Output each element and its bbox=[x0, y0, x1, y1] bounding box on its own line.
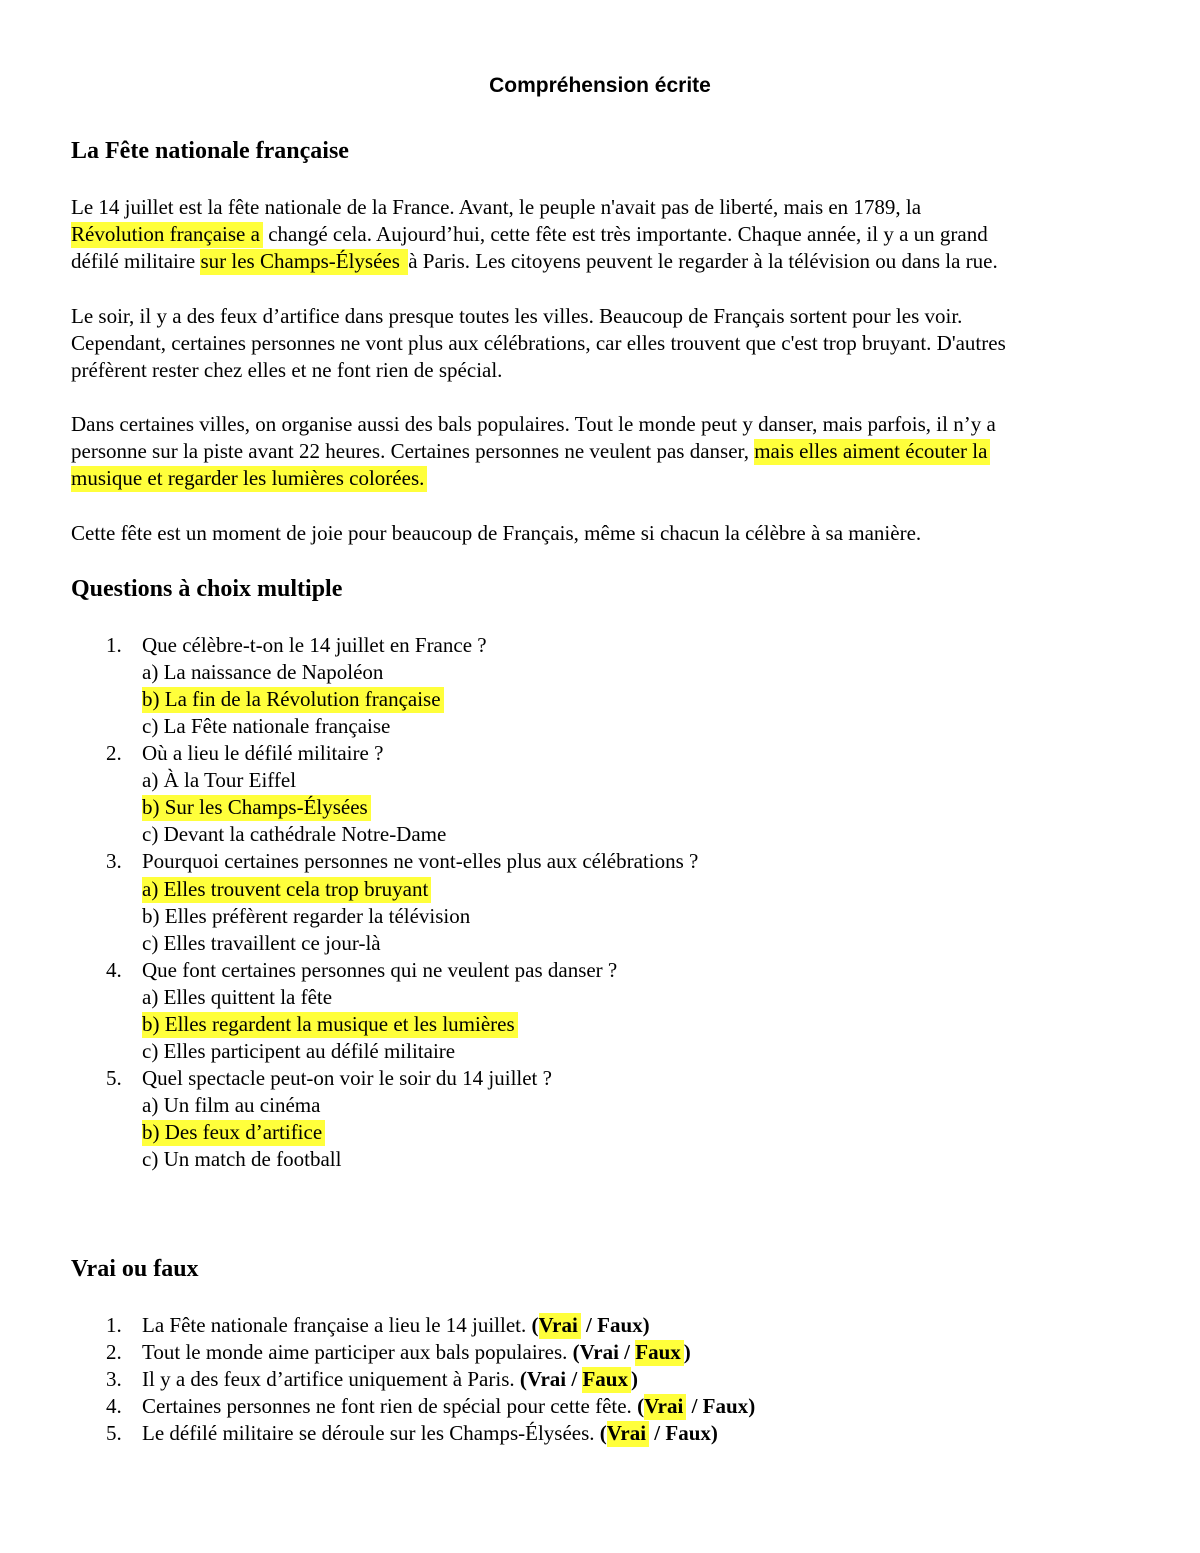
highlight-lumieres: musique et regarder les lumières colorées. bbox=[71, 466, 427, 492]
mcq-5-option-b bbox=[142, 1120, 325, 1145]
tf-statement bbox=[142, 1394, 755, 1419]
mcq-1-option-b bbox=[142, 687, 444, 712]
mcq-3-option-c: c) Elles travaillent ce jour-là bbox=[142, 931, 381, 955]
tf-statement-text: Il y a des feux d’artifice uniquement à Paris. bbox=[142, 1367, 520, 1391]
mcq-1-option-a: a) La naissance de Napoléon bbox=[142, 660, 384, 684]
mcq-2-option-a: a) À la Tour Eiffel bbox=[142, 768, 297, 792]
paragraph-3-line-2 bbox=[71, 438, 1131, 465]
tf-faux-highlight: Faux bbox=[635, 1340, 684, 1366]
paragraph-2-line-3: préfèrent rester chez elles et ne font rien de spécial. bbox=[71, 358, 503, 382]
mcq-question-text: Pourquoi certaines personnes ne vont-elles plus aux célébrations ? bbox=[142, 849, 699, 873]
tf-close-paren: ) bbox=[683, 1340, 691, 1364]
tf-close-paren: ) bbox=[710, 1421, 718, 1445]
tf-faux: Faux bbox=[702, 1394, 749, 1418]
tf-close-paren: ) bbox=[642, 1313, 650, 1337]
tf-close-paren: ) bbox=[631, 1367, 638, 1391]
paragraph-2-line-2: Cependant, certaines personnes ne vont plus aux célébrations, car elles trouvent que c'est trop bruyant. D'autres bbox=[71, 331, 1006, 355]
tf-open-paren: ( bbox=[531, 1313, 539, 1337]
mcq-question-text: Quel spectacle peut-on voir le soir du 14 juillet ? bbox=[142, 1066, 552, 1090]
tf-statement bbox=[142, 1421, 718, 1446]
tf-open-paren: ( bbox=[519, 1367, 527, 1391]
tf-vrai: Vrai bbox=[526, 1367, 567, 1391]
highlight-revolution: Révolution française a bbox=[71, 222, 263, 248]
mcq-number: 3. bbox=[106, 849, 122, 873]
paragraph-1-line-3 bbox=[71, 248, 1131, 275]
tf-open-paren: ( bbox=[599, 1421, 607, 1445]
tf-open-paren: ( bbox=[572, 1340, 580, 1364]
tf-faux: Faux bbox=[665, 1421, 711, 1445]
tf-number: 1. bbox=[106, 1313, 122, 1337]
tf-statement-text: Tout le monde aime participer aux bals populaires. bbox=[142, 1340, 573, 1364]
tf-vrai-highlight: Vrai bbox=[539, 1313, 581, 1339]
tf-vrai: Vrai bbox=[579, 1340, 619, 1364]
paragraph-3 bbox=[71, 411, 1131, 492]
section-heading-mcq: Questions à choix multiple bbox=[71, 576, 343, 602]
mcq-number: 5. bbox=[106, 1066, 122, 1090]
paragraph-1-line-1: Le 14 juillet est la fête nationale de la France. Avant, le peuple n'avait pas de liberté, mais en 1789, la bbox=[71, 195, 922, 219]
paragraph-1-line-2 bbox=[71, 221, 1131, 248]
tf-statement-text: Le défilé militaire se déroule sur les Champs-Élysées. bbox=[142, 1421, 600, 1445]
section-heading-fete: La Fête nationale française bbox=[71, 138, 349, 164]
paragraph-1-line-3-end: à Paris. Les citoyens peuvent le regarder à la télévision ou dans la rue. bbox=[408, 249, 998, 273]
tf-statement bbox=[142, 1367, 638, 1392]
mcq-3-option-a bbox=[142, 877, 431, 902]
tf-separator: / bbox=[566, 1367, 583, 1391]
paragraph-3-line-2-start: personne sur la piste avant 22 heures. Certaines personnes ne veulent pas danser, bbox=[71, 439, 755, 463]
mcq-4-option-b bbox=[142, 1012, 518, 1037]
paragraph-2 bbox=[71, 303, 1131, 384]
paragraph-2-line-1: Le soir, il y a des feux d’artifice dans presque toutes les villes. Beaucoup de Français sortent pour les voir. bbox=[71, 304, 963, 328]
mcq-1-option-c: c) La Fête nationale française bbox=[142, 714, 391, 738]
mcq-number: 2. bbox=[106, 741, 122, 765]
highlight-ecouter: mais elles aiment écouter la bbox=[754, 439, 990, 465]
tf-separator: / bbox=[580, 1313, 598, 1337]
mcq-answer-highlight: b) La fin de la Révolution française bbox=[142, 687, 444, 713]
tf-close-paren: ) bbox=[748, 1394, 756, 1418]
mcq-question-text: Que célèbre-t-on le 14 juillet en France ? bbox=[142, 633, 487, 657]
tf-statement-text: La Fête nationale française a lieu le 14 juillet. bbox=[142, 1313, 532, 1337]
tf-separator: / bbox=[649, 1421, 666, 1445]
tf-faux-highlight: Faux bbox=[582, 1367, 631, 1393]
mcq-2-option-c: c) Devant la cathédrale Notre-Dame bbox=[142, 822, 447, 846]
paragraph-1-line-3-start: défilé militaire bbox=[71, 249, 201, 273]
document-title: Compréhension écrite bbox=[489, 74, 711, 97]
tf-statement-text: Certaines personnes ne font rien de spécial pour cette fête. bbox=[142, 1394, 638, 1418]
mcq-5-option-c: c) Un match de football bbox=[142, 1147, 342, 1171]
tf-faux: Faux bbox=[597, 1313, 643, 1337]
paragraph-1 bbox=[71, 194, 1131, 275]
tf-vrai-highlight: Vrai bbox=[644, 1394, 686, 1420]
tf-vrai-highlight: Vrai bbox=[607, 1421, 649, 1447]
mcq-4-option-c: c) Elles participent au défilé militaire bbox=[142, 1039, 456, 1063]
mcq-number: 4. bbox=[106, 958, 122, 982]
tf-separator: / bbox=[686, 1394, 703, 1418]
paragraph-4-line-1: Cette fête est un moment de joie pour beaucoup de Français, même si chacun la célèbre à sa manière. bbox=[71, 521, 922, 545]
mcq-answer-highlight: b) Des feux d’artifice bbox=[142, 1120, 325, 1146]
tf-number: 3. bbox=[106, 1367, 122, 1391]
tf-statement bbox=[142, 1313, 650, 1338]
mcq-answer-highlight: b) Sur les Champs-Élysées bbox=[142, 795, 371, 821]
tf-number: 5. bbox=[106, 1421, 122, 1445]
tf-statement bbox=[142, 1340, 691, 1365]
paragraph-1-line-2-rest: changé cela. Aujourd’hui, cette fête est très importante. Chaque année, il y a un grand bbox=[262, 222, 988, 246]
mcq-question-text: Où a lieu le défilé militaire ? bbox=[142, 741, 384, 765]
highlight-champs-elysees: sur les Champs-Élysées bbox=[200, 249, 408, 275]
paragraph-3-line-1: Dans certaines villes, on organise aussi des bals populaires. Tout le monde peut y danser, mais parfois, il n’y a bbox=[71, 412, 996, 436]
mcq-question-text: Que font certaines personnes qui ne veulent pas danser ? bbox=[142, 958, 618, 982]
tf-open-paren: ( bbox=[637, 1394, 645, 1418]
tf-number: 4. bbox=[106, 1394, 122, 1418]
mcq-4-option-a: a) Elles quittent la fête bbox=[142, 985, 333, 1009]
mcq-number: 1. bbox=[106, 633, 122, 657]
paragraph-3-line-3 bbox=[71, 465, 1131, 492]
mcq-3-option-b: b) Elles préfèrent regarder la télévision bbox=[142, 904, 471, 928]
mcq-answer-highlight: b) Elles regardent la musique et les lumières bbox=[142, 1012, 518, 1038]
tf-number: 2. bbox=[106, 1340, 122, 1364]
mcq-5-option-a: a) Un film au cinéma bbox=[142, 1093, 321, 1117]
mcq-2-option-b bbox=[142, 795, 371, 820]
paragraph-4 bbox=[71, 520, 1131, 547]
section-heading-vrai-faux: Vrai ou faux bbox=[71, 1256, 199, 1282]
tf-separator: / bbox=[618, 1340, 636, 1364]
mcq-answer-highlight: a) Elles trouvent cela trop bruyant bbox=[142, 877, 431, 903]
